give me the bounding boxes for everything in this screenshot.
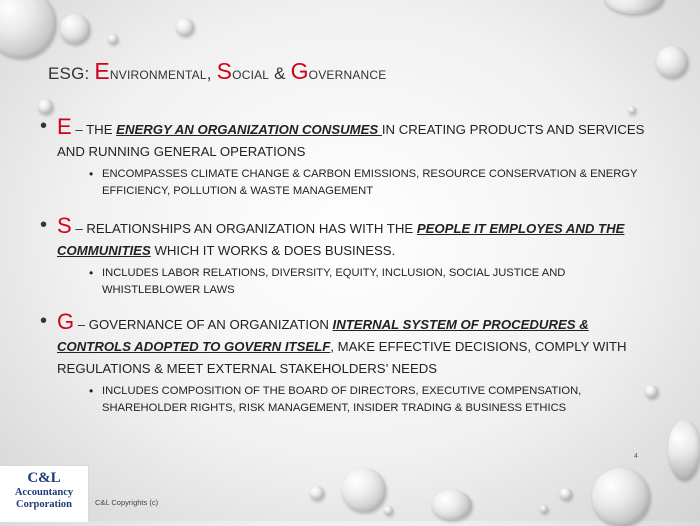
bullet-emphasis: INTERNAL SYSTEM OF PROCEDURES & CONTROLS ADOPTED TO GOVERN ITSELF bbox=[57, 317, 589, 354]
sub-bullet-social: • INCLUDES LABOR RELATIONS, DIVERSITY, EQUITY, INCLUSION, SOCIAL JUSTICE AND WHISTLEBLOWER LAWS bbox=[89, 265, 662, 299]
bullet-text: – THE bbox=[71, 122, 117, 137]
water-droplet-decoration bbox=[384, 506, 393, 515]
water-droplet-decoration bbox=[592, 468, 650, 526]
bullet-emphasis: ENERGY AN ORGANIZATION CONSUMES bbox=[116, 122, 382, 137]
water-droplet-decoration bbox=[176, 18, 194, 36]
sub-bullet-environmental: • ENCOMPASSES CLIMATE CHANGE & CARBON EMISSIONS, RESOURCE CONSERVATION & ENERGY EFFICIENCY, POLLUTION & WASTE MANAGEMENT bbox=[89, 166, 662, 200]
bullet-text: , MAKE EFFECTIVE DECISIONS, COMPLY WITH REGULATIONS & MEET EXTERNAL STAKEHOLDERS’ NEEDS bbox=[57, 339, 627, 376]
bullet-text: – RELATIONSHIPS AN ORGANIZATION HAS WITH THE bbox=[71, 221, 417, 236]
bullet-letter-e: E bbox=[57, 114, 72, 139]
slide-content bbox=[40, 116, 660, 417]
water-droplet-decoration bbox=[38, 99, 53, 114]
water-droplet-decoration bbox=[604, 0, 664, 14]
logo-line-1: Accountancy bbox=[14, 487, 74, 498]
title-sep-2: & bbox=[269, 64, 291, 83]
logo-line-2: Corporation bbox=[16, 499, 72, 510]
water-droplet-decoration bbox=[108, 34, 118, 44]
bullet-governance bbox=[40, 311, 660, 380]
bullet-social bbox=[40, 215, 660, 262]
title-s-initial: S bbox=[216, 58, 233, 84]
bullet-text: – GOVERNANCE OF AN ORGANIZATION bbox=[74, 317, 333, 332]
bullet-emphasis: PEOPLE IT EMPLOYES AND THE COMMUNITIES bbox=[57, 221, 625, 258]
bullet-environmental bbox=[40, 116, 660, 163]
title-sep-1: , bbox=[206, 64, 217, 83]
copyright-text: C&L Copyrights (c) bbox=[95, 498, 159, 507]
bullet-letter-g: G bbox=[57, 309, 75, 334]
sub-bullet-governance: • INCLUDES COMPOSITION OF THE BOARD OF DIRECTORS, EXECUTIVE COMPENSATION, SHAREHOLDER RIGHTS, RISK MANAGEMENT, INSIDER TRADING & BUSINESS ETHICS bbox=[89, 383, 662, 417]
title-prefix: ESG: bbox=[48, 64, 95, 83]
title-g-rest: overnance bbox=[308, 64, 387, 83]
bullet-letter-s: S bbox=[57, 213, 72, 238]
title-e-rest: nvironmental bbox=[109, 64, 207, 83]
bullet-text: WHICH IT WORKS & DOES BUSINESS. bbox=[150, 243, 396, 258]
water-droplet-decoration bbox=[560, 488, 572, 500]
title-s-rest: ocial bbox=[232, 64, 270, 83]
title-e-initial: E bbox=[94, 58, 110, 84]
page-number: 4 bbox=[634, 453, 638, 460]
title-g-initial: G bbox=[290, 58, 309, 84]
water-droplet-decoration bbox=[656, 46, 688, 78]
water-droplet-decoration bbox=[668, 420, 700, 480]
water-droplet-decoration bbox=[0, 0, 56, 58]
water-droplet-decoration bbox=[628, 106, 636, 114]
water-droplet-decoration bbox=[342, 468, 386, 512]
bullet-text: IN CREATING PRODUCTS AND SERVICES AND RUNNING GENERAL OPERATIONS bbox=[57, 122, 645, 159]
water-droplet-decoration bbox=[60, 14, 90, 44]
logo-mark: C&L bbox=[27, 470, 61, 486]
slide-title bbox=[48, 58, 387, 85]
water-droplet-decoration bbox=[310, 486, 324, 500]
company-logo bbox=[0, 465, 89, 522]
water-droplet-decoration bbox=[432, 490, 472, 520]
water-droplet-decoration bbox=[540, 505, 548, 513]
